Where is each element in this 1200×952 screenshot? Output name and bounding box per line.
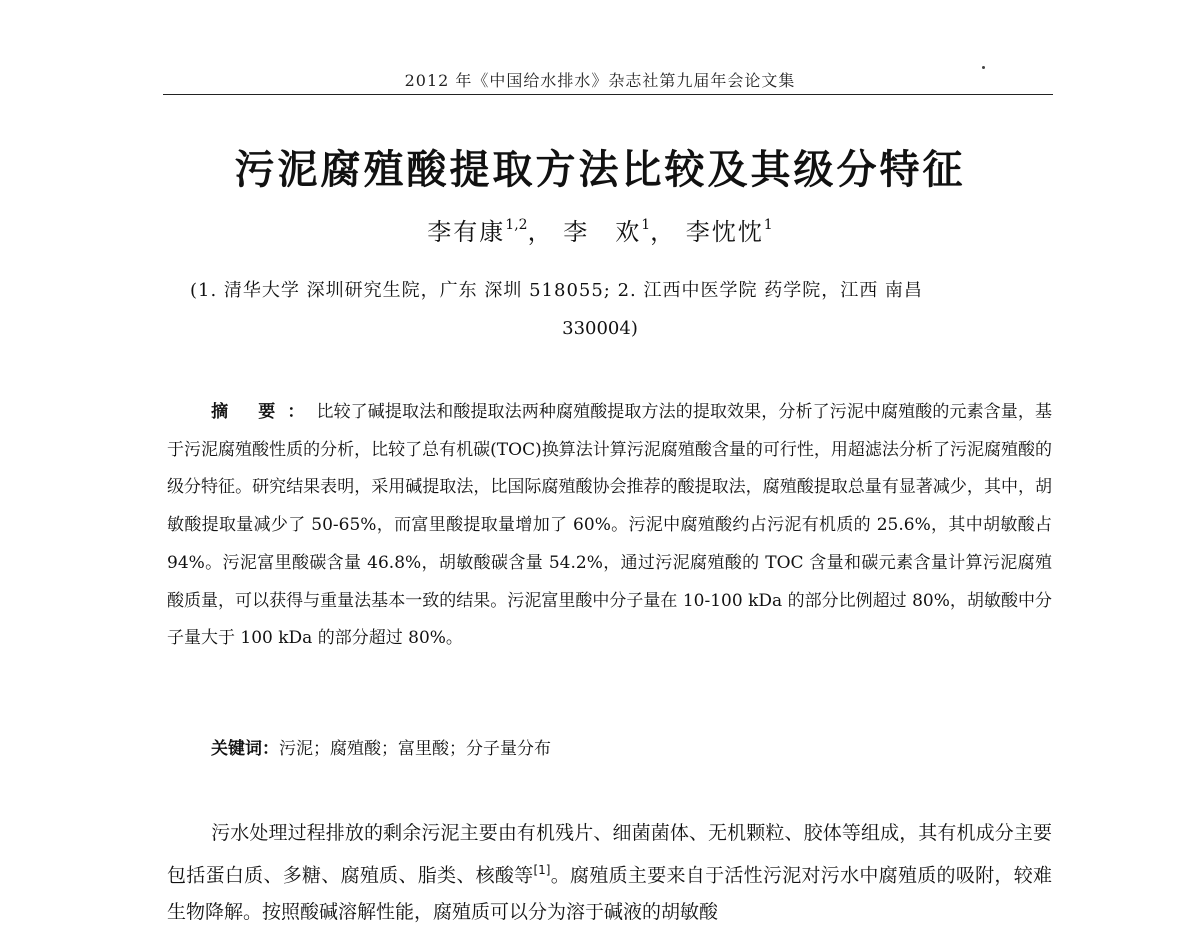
affiliation-line-2: 330004) — [562, 318, 638, 339]
author-separator: ， — [527, 218, 554, 246]
keywords — [211, 734, 551, 759]
header-rule — [163, 94, 1053, 95]
author-name: 李有康 — [427, 218, 506, 246]
keywords-text: 污泥；腐殖酸；富里酸；分子量分布 — [279, 739, 551, 759]
author-affil-mark: 1 — [641, 217, 651, 233]
affiliation-line-1: (1. 清华大学 深圳研究生院，广东 深圳 518055; 2. 江西中医学院 药学院，江西 南昌 — [190, 280, 923, 301]
author-list — [0, 212, 1200, 247]
intro-text-continued: 。腐殖质主要来自于活性污泥对污水中腐殖质的吸附，较难生物降解。按照酸碱溶解性能，腐殖质可以分为溶于碱液的胡敏酸 — [167, 864, 1052, 924]
citation-ref: [1] — [533, 863, 551, 877]
author-separator: ， — [650, 218, 677, 246]
paper-title: 污泥腐殖酸提取方法比较及其级分特征 — [234, 147, 966, 193]
author-name: 李 欢 — [563, 218, 642, 246]
intro-text: 污水处理过程排放的剩余污泥主要由有机残片、细菌菌体、无机颗粒、胶体等组成，其有机成分主要包括蛋白质、多糖、腐殖质、脂类、核酸等 — [167, 822, 1052, 887]
author-affil-mark: 1 — [763, 217, 773, 233]
scan-speck — [982, 66, 985, 69]
abstract-text: 比较了碱提取法和酸提取法两种腐殖酸提取方法的提取效果，分析了污泥中腐殖酸的元素含量，基于污泥腐殖酸性质的分析，比较了总有机碳(TOC)换算法计算污泥腐殖酸含量的可行性，用超滤法分析了污泥腐殖酸的级分特征。研究结果表明，采用碱提取法，比国际腐殖酸协会推荐的酸提取法，腐殖酸提取总量有显著减少，其中，胡敏酸提取量减少了 50-65%，而富里酸提取量增加了 60%。污泥中腐殖酸约占污泥有机质的 25.6%，其中胡敏酸占 94%。污泥富里酸碳含量 46.8%，胡敏酸碳含量 54.2%，通过污泥腐殖酸的 TOC 含量和碳元素含量计算污泥腐殖酸质量，可以获得与重量法基本一致的结果。污泥富里酸中分子量在 10-100 kDa 的部分比例超过 80%，胡敏酸中分子量大于 100 kDa 的部分超过 80%。 — [167, 402, 1053, 649]
author-name: 李忱忱 — [685, 218, 764, 246]
abstract — [167, 394, 1052, 658]
author-affil-mark: 1,2 — [505, 217, 528, 233]
running-header: 2012 年《中国给水排水》杂志社第九届年会论文集 — [404, 71, 796, 90]
keywords-label: 关键词： — [211, 739, 279, 759]
abstract-label: 摘 要： — [211, 402, 317, 422]
intro-paragraph — [167, 815, 1052, 931]
